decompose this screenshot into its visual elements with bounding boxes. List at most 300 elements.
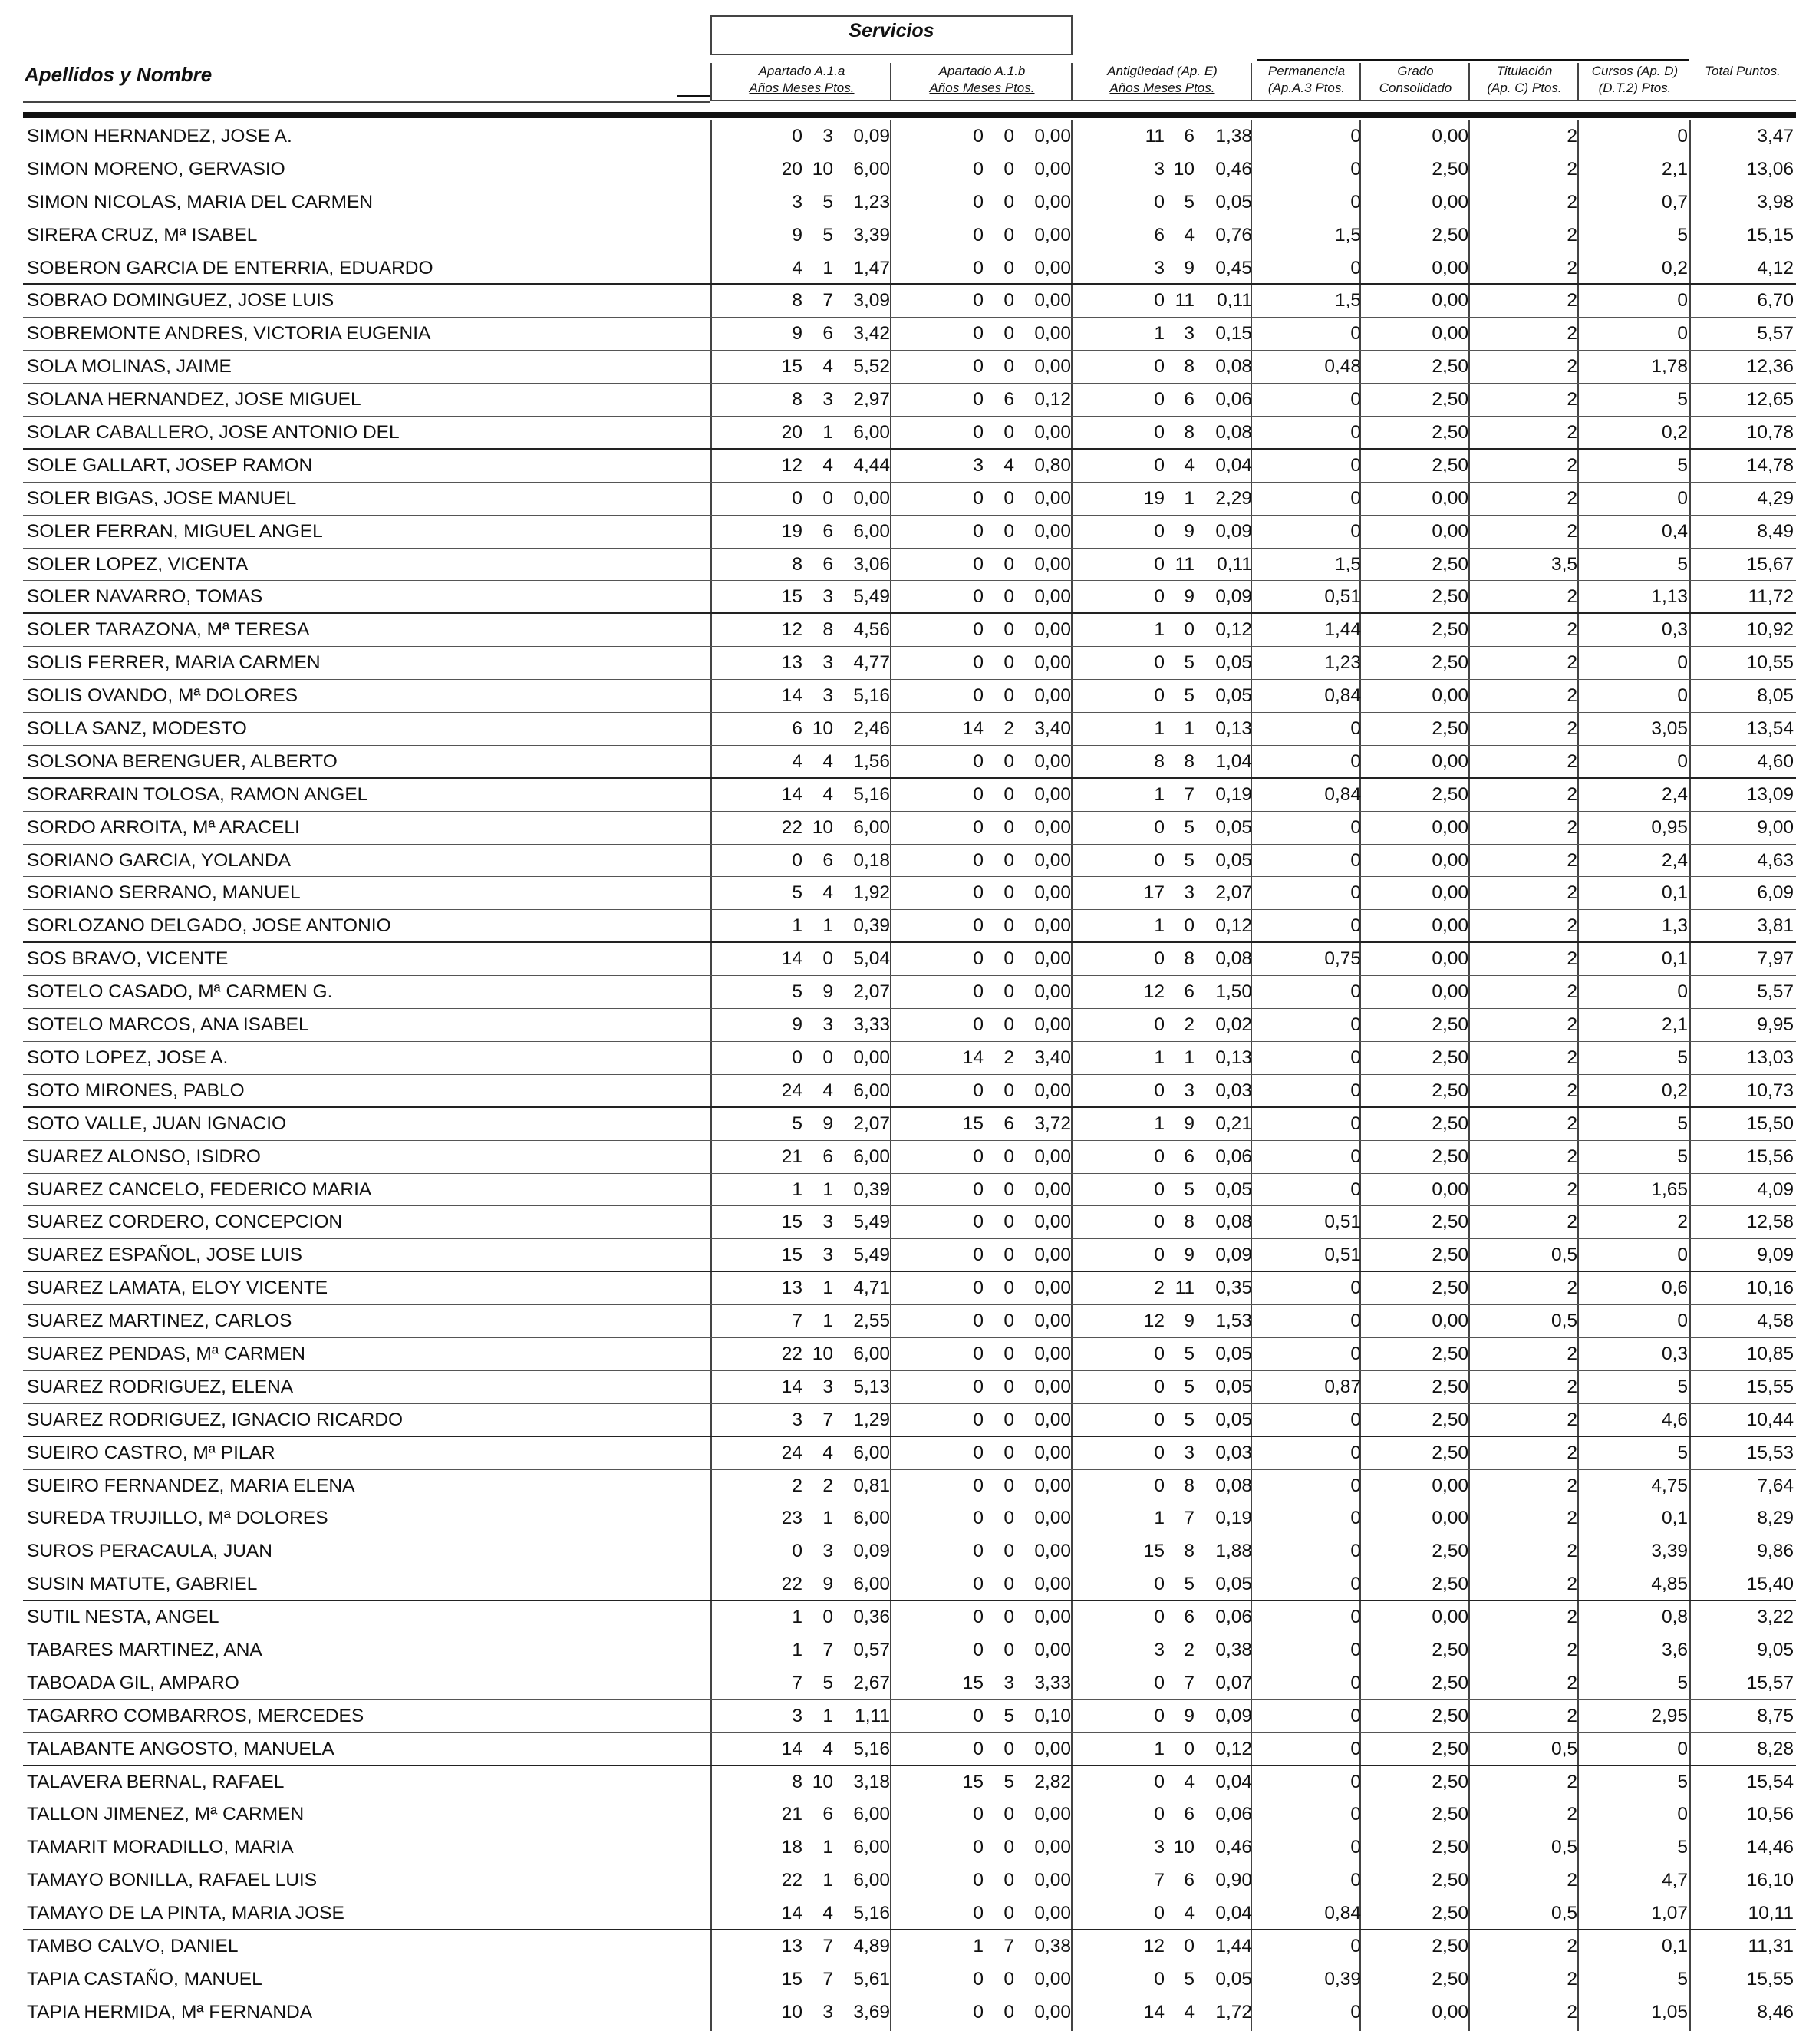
cell-total: 9,09 bbox=[1757, 1245, 1794, 1266]
cell-total: 10,56 bbox=[1746, 1804, 1794, 1825]
cell-apellidos-nombre: SUAREZ CORDERO, CONCEPCION bbox=[27, 1212, 343, 1233]
col-header-titulacion-line1: Titulación bbox=[1496, 64, 1553, 78]
cell-a1b-ptos: 0,00 bbox=[1034, 586, 1071, 608]
cell-antig-anos: 0 bbox=[1154, 685, 1165, 707]
cell-cursos: 5 bbox=[1677, 224, 1688, 246]
table-row bbox=[23, 1305, 1796, 1338]
cell-a1a-anos: 12 bbox=[781, 619, 802, 641]
cell-titulacion: 2 bbox=[1567, 948, 1577, 970]
cell-total: 9,86 bbox=[1757, 1541, 1794, 1562]
cell-a1b-ptos: 0,00 bbox=[1034, 1278, 1071, 1299]
cell-antig-ptos: 0,09 bbox=[1215, 1245, 1252, 1266]
cell-a1b-meses: 0 bbox=[1003, 1541, 1014, 1562]
cell-titulacion: 0,5 bbox=[1550, 1738, 1577, 1759]
cell-titulacion: 2 bbox=[1567, 1935, 1577, 1957]
table-row bbox=[23, 516, 1796, 549]
cell-a1a-anos: 15 bbox=[781, 1245, 802, 1266]
cell-antig-meses: 9 bbox=[1184, 1113, 1195, 1134]
cell-a1b-anos: 0 bbox=[973, 1080, 984, 1101]
cell-antig-ptos: 0,13 bbox=[1215, 718, 1252, 740]
cell-grado: 0,00 bbox=[1432, 1475, 1468, 1496]
cell-cursos: 1,07 bbox=[1651, 1903, 1688, 1924]
cell-a1a-ptos: 6,00 bbox=[853, 1080, 890, 1101]
cell-antig-anos: 11 bbox=[1145, 126, 1165, 147]
cell-antig-ptos: 0,15 bbox=[1215, 323, 1252, 345]
cell-antig-ptos: 1,50 bbox=[1215, 981, 1252, 1003]
cell-a1b-anos: 0 bbox=[973, 1508, 984, 1529]
table-row bbox=[23, 943, 1796, 976]
cell-a1b-ptos: 0,00 bbox=[1034, 126, 1071, 147]
cell-a1a-ptos: 2,55 bbox=[853, 1310, 890, 1332]
cell-antig-ptos: 0,46 bbox=[1215, 158, 1252, 180]
cell-permanencia: 0 bbox=[1350, 1310, 1361, 1332]
cell-a1a-anos: 19 bbox=[781, 520, 802, 542]
cell-titulacion: 0,5 bbox=[1550, 1837, 1577, 1858]
cell-a1b-anos: 0 bbox=[973, 652, 984, 674]
cell-total: 8,28 bbox=[1757, 1738, 1794, 1759]
cell-total: 11,72 bbox=[1748, 586, 1794, 608]
cell-total: 4,29 bbox=[1757, 487, 1794, 509]
cell-permanencia: 0 bbox=[1350, 1278, 1361, 1299]
cell-a1a-meses: 10 bbox=[812, 158, 833, 180]
table-row bbox=[23, 1470, 1796, 1503]
cell-antig-ptos: 0,04 bbox=[1215, 1903, 1252, 1924]
col-header-total-line1: Total Puntos. bbox=[1705, 64, 1781, 78]
cell-apellidos-nombre: TAMARIT MORADILLO, MARIA bbox=[27, 1837, 294, 1858]
cell-apellidos-nombre: SOLER TARAZONA, Mª TERESA bbox=[27, 619, 310, 641]
cell-grado: 2,50 bbox=[1432, 1343, 1468, 1364]
cell-apellidos-nombre: TAPIA HERMIDA, Mª FERNANDA bbox=[27, 2001, 313, 2023]
cell-titulacion: 2 bbox=[1567, 1278, 1577, 1299]
col-header-a1a-line2: Años Meses Ptos. bbox=[749, 81, 855, 95]
cell-a1b-meses: 0 bbox=[1003, 882, 1014, 904]
table-row bbox=[23, 318, 1796, 351]
col-header-antiguedad bbox=[1071, 63, 1252, 101]
cell-a1b-ptos: 0,00 bbox=[1034, 1014, 1071, 1036]
cell-antig-meses: 1 bbox=[1184, 718, 1195, 740]
cell-a1a-anos: 14 bbox=[781, 783, 802, 805]
table-row bbox=[23, 1174, 1796, 1207]
cell-cursos: 0 bbox=[1677, 1310, 1688, 1332]
cell-permanencia: 0 bbox=[1350, 1179, 1361, 1200]
cell-grado: 0,00 bbox=[1432, 323, 1468, 345]
cell-a1a-ptos: 1,47 bbox=[853, 257, 890, 279]
cell-a1a-anos: 24 bbox=[781, 1080, 802, 1101]
cell-a1b-anos: 14 bbox=[962, 1047, 984, 1068]
table-row bbox=[23, 450, 1796, 483]
cell-a1a-anos: 15 bbox=[781, 1212, 802, 1233]
cell-cursos: 1,05 bbox=[1651, 2001, 1688, 2023]
cell-a1b-ptos: 0,00 bbox=[1034, 981, 1071, 1003]
cell-apellidos-nombre: SORIANO SERRANO, MANUEL bbox=[27, 882, 301, 904]
cell-a1b-meses: 5 bbox=[1003, 1771, 1014, 1792]
cell-antig-anos: 19 bbox=[1143, 487, 1165, 509]
cell-a1b-anos: 0 bbox=[973, 783, 984, 805]
cell-a1b-anos: 3 bbox=[973, 454, 984, 476]
col-header-a1b bbox=[890, 63, 1073, 101]
cell-a1b-meses: 0 bbox=[1003, 1475, 1014, 1496]
cell-a1b-ptos: 0,00 bbox=[1034, 520, 1071, 542]
cell-a1b-meses: 0 bbox=[1003, 1837, 1014, 1858]
cell-a1a-anos: 20 bbox=[781, 158, 802, 180]
cell-a1b-ptos: 0,00 bbox=[1034, 1146, 1071, 1167]
cell-cursos: 0,6 bbox=[1661, 1278, 1688, 1299]
cell-total: 10,78 bbox=[1746, 422, 1794, 443]
cell-antig-anos: 0 bbox=[1154, 1409, 1165, 1430]
cell-a1a-anos: 20 bbox=[781, 422, 802, 443]
cell-titulacion: 2 bbox=[1567, 1179, 1577, 1200]
cell-antig-anos: 1 bbox=[1154, 718, 1165, 740]
cell-a1b-ptos: 0,00 bbox=[1034, 619, 1071, 641]
cell-a1b-anos: 15 bbox=[962, 1672, 984, 1693]
cell-antig-anos: 12 bbox=[1143, 1935, 1165, 1957]
cell-permanencia: 0,75 bbox=[1324, 948, 1361, 970]
cell-total: 13,06 bbox=[1746, 158, 1794, 180]
cell-a1a-anos: 21 bbox=[781, 1146, 802, 1167]
cell-a1b-anos: 0 bbox=[973, 126, 984, 147]
cell-cursos: 5 bbox=[1677, 1146, 1688, 1167]
servicios-group-header: Servicios bbox=[710, 15, 1073, 55]
table-row bbox=[23, 812, 1796, 845]
cell-a1b-meses: 6 bbox=[1003, 389, 1014, 410]
cell-antig-ptos: 0,06 bbox=[1215, 1607, 1252, 1628]
cell-permanencia: 0,87 bbox=[1324, 1376, 1361, 1397]
cell-a1a-meses: 6 bbox=[822, 1804, 833, 1825]
cell-total: 15,50 bbox=[1746, 1113, 1794, 1134]
cell-a1b-anos: 0 bbox=[973, 487, 984, 509]
cell-total: 10,11 bbox=[1748, 1903, 1794, 1924]
cell-permanencia: 0,84 bbox=[1324, 783, 1361, 805]
cell-antig-ptos: 2,29 bbox=[1215, 487, 1252, 509]
cell-a1a-ptos: 6,00 bbox=[853, 816, 890, 838]
cell-antig-ptos: 0,76 bbox=[1215, 224, 1252, 246]
cell-a1a-ptos: 5,49 bbox=[853, 586, 890, 608]
cell-total: 6,09 bbox=[1757, 882, 1794, 904]
cell-total: 3,98 bbox=[1757, 191, 1794, 213]
table-row bbox=[23, 1963, 1796, 1996]
cell-apellidos-nombre: SUSIN MATUTE, GABRIEL bbox=[27, 1574, 258, 1595]
cell-a1b-meses: 0 bbox=[1003, 981, 1014, 1003]
cell-antig-ptos: 0,08 bbox=[1215, 422, 1252, 443]
cell-total: 8,46 bbox=[1757, 2001, 1794, 2023]
cell-a1b-meses: 0 bbox=[1003, 1310, 1014, 1332]
cell-a1b-anos: 0 bbox=[973, 1705, 984, 1726]
cell-grado: 0,00 bbox=[1432, 290, 1468, 312]
cell-antig-anos: 0 bbox=[1154, 948, 1165, 970]
cell-antig-ptos: 0,09 bbox=[1215, 586, 1252, 608]
cell-a1a-anos: 0 bbox=[792, 1541, 802, 1562]
cell-antig-anos: 0 bbox=[1154, 816, 1165, 838]
cell-a1a-anos: 3 bbox=[792, 1705, 802, 1726]
cell-grado: 2,50 bbox=[1432, 619, 1468, 641]
table-row bbox=[23, 1437, 1796, 1470]
cell-antig-meses: 5 bbox=[1184, 1179, 1195, 1200]
cell-antig-meses: 5 bbox=[1184, 1376, 1195, 1397]
cell-antig-anos: 1 bbox=[1154, 323, 1165, 345]
table-row bbox=[23, 384, 1796, 417]
cell-a1a-meses: 3 bbox=[822, 1541, 833, 1562]
cell-antig-meses: 5 bbox=[1184, 849, 1195, 871]
cell-antig-anos: 3 bbox=[1154, 257, 1165, 279]
cell-grado: 0,00 bbox=[1432, 257, 1468, 279]
cell-a1b-meses: 0 bbox=[1003, 553, 1014, 575]
cell-antig-anos: 0 bbox=[1154, 652, 1165, 674]
cell-total: 16,10 bbox=[1746, 1870, 1794, 1891]
cell-permanencia: 0 bbox=[1350, 1672, 1361, 1693]
cell-a1b-anos: 0 bbox=[973, 1475, 984, 1496]
cell-cursos: 0,3 bbox=[1661, 619, 1688, 641]
cell-antig-anos: 7 bbox=[1154, 1870, 1165, 1891]
cell-permanencia: 0 bbox=[1350, 1639, 1361, 1660]
cell-titulacion: 2 bbox=[1567, 1771, 1577, 1792]
cell-total: 14,78 bbox=[1746, 454, 1794, 476]
cell-a1a-meses: 3 bbox=[822, 1245, 833, 1266]
cell-a1b-meses: 0 bbox=[1003, 652, 1014, 674]
table-row bbox=[23, 1601, 1796, 1634]
cell-titulacion: 2 bbox=[1567, 323, 1577, 345]
cell-a1b-meses: 0 bbox=[1003, 1804, 1014, 1825]
cell-a1a-meses: 1 bbox=[822, 1837, 833, 1858]
cell-a1b-anos: 0 bbox=[973, 849, 984, 871]
cell-a1a-ptos: 3,18 bbox=[853, 1771, 890, 1792]
cell-total: 12,58 bbox=[1746, 1212, 1794, 1233]
cell-a1a-anos: 9 bbox=[792, 224, 802, 246]
cell-antig-ptos: 0,05 bbox=[1215, 652, 1252, 674]
cell-a1b-anos: 0 bbox=[973, 1804, 984, 1825]
cell-cursos: 5 bbox=[1677, 1837, 1688, 1858]
cell-cursos: 5 bbox=[1677, 553, 1688, 575]
cell-antig-anos: 0 bbox=[1154, 389, 1165, 410]
cell-a1b-anos: 0 bbox=[973, 422, 984, 443]
cell-antig-ptos: 1,72 bbox=[1215, 2001, 1252, 2023]
cell-a1a-meses: 7 bbox=[822, 1935, 833, 1957]
cell-cursos: 2 bbox=[1677, 1212, 1688, 1233]
cell-permanencia: 0 bbox=[1350, 1508, 1361, 1529]
cell-a1a-meses: 3 bbox=[822, 1376, 833, 1397]
col-header-grado bbox=[1359, 63, 1470, 101]
cell-a1b-ptos: 0,00 bbox=[1034, 1376, 1071, 1397]
cell-antig-ptos: 0,03 bbox=[1215, 1080, 1252, 1101]
cell-apellidos-nombre: SOLER FERRAN, MIGUEL ANGEL bbox=[27, 520, 323, 542]
cell-cursos: 0,8 bbox=[1661, 1607, 1688, 1628]
cell-permanencia: 1,5 bbox=[1334, 290, 1361, 312]
cell-a1a-ptos: 1,29 bbox=[853, 1409, 890, 1430]
cell-grado: 2,50 bbox=[1432, 1409, 1468, 1430]
cell-antig-anos: 12 bbox=[1143, 981, 1165, 1003]
cell-total: 15,55 bbox=[1746, 1376, 1794, 1397]
cell-a1b-ptos: 0,80 bbox=[1034, 454, 1071, 476]
cell-a1a-ptos: 6,00 bbox=[853, 1574, 890, 1595]
cell-a1b-meses: 0 bbox=[1003, 849, 1014, 871]
cell-apellidos-nombre: SOTELO MARCOS, ANA ISABEL bbox=[27, 1014, 309, 1036]
cell-grado: 2,50 bbox=[1432, 1935, 1468, 1957]
cell-a1a-ptos: 6,00 bbox=[853, 1146, 890, 1167]
cell-apellidos-nombre: SUAREZ ALONSO, ISIDRO bbox=[27, 1146, 261, 1167]
cell-grado: 2,50 bbox=[1432, 1442, 1468, 1463]
cell-apellidos-nombre: SUAREZ MARTINEZ, CARLOS bbox=[27, 1310, 292, 1332]
cell-cursos: 5 bbox=[1677, 1113, 1688, 1134]
cell-a1a-ptos: 5,16 bbox=[853, 783, 890, 805]
cell-a1b-meses: 0 bbox=[1003, 257, 1014, 279]
cell-apellidos-nombre: SOLA MOLINAS, JAIME bbox=[27, 356, 232, 377]
cell-a1b-meses: 0 bbox=[1003, 487, 1014, 509]
col-header-total bbox=[1689, 63, 1796, 101]
cell-apellidos-nombre: TAMAYO DE LA PINTA, MARIA JOSE bbox=[27, 1903, 344, 1924]
cell-antig-ptos: 0,08 bbox=[1215, 1475, 1252, 1496]
cell-antig-meses: 1 bbox=[1184, 1047, 1195, 1068]
cell-antig-meses: 6 bbox=[1184, 1607, 1195, 1628]
cell-apellidos-nombre: SOLIS FERRER, MARIA CARMEN bbox=[27, 652, 321, 674]
cell-a1b-ptos: 0,00 bbox=[1034, 158, 1071, 180]
cell-a1a-meses: 8 bbox=[822, 619, 833, 641]
cell-a1a-anos: 14 bbox=[781, 1738, 802, 1759]
cell-antig-ptos: 0,38 bbox=[1215, 1639, 1252, 1660]
cell-antig-meses: 9 bbox=[1184, 586, 1195, 608]
cell-a1b-meses: 0 bbox=[1003, 948, 1014, 970]
cell-grado: 2,50 bbox=[1432, 1574, 1468, 1595]
cell-antig-meses: 8 bbox=[1184, 356, 1195, 377]
cell-titulacion: 2 bbox=[1567, 454, 1577, 476]
cell-a1a-meses: 3 bbox=[822, 389, 833, 410]
cell-a1b-anos: 0 bbox=[973, 915, 984, 937]
cell-antig-anos: 0 bbox=[1154, 1442, 1165, 1463]
table-row bbox=[23, 1371, 1796, 1404]
cell-antig-anos: 0 bbox=[1154, 422, 1165, 443]
col-header-cursos-line2: (D.T.2) Ptos. bbox=[1598, 81, 1672, 95]
cell-titulacion: 2 bbox=[1567, 1014, 1577, 1036]
cell-a1a-meses: 4 bbox=[822, 1080, 833, 1101]
cell-a1a-anos: 14 bbox=[781, 948, 802, 970]
cell-antig-meses: 6 bbox=[1184, 126, 1195, 147]
cell-titulacion: 2 bbox=[1567, 422, 1577, 443]
cell-titulacion: 2 bbox=[1567, 1705, 1577, 1726]
cell-antig-ptos: 0,05 bbox=[1215, 1343, 1252, 1364]
table-row bbox=[23, 1930, 1796, 1963]
cell-titulacion: 2 bbox=[1567, 1376, 1577, 1397]
cell-permanencia: 0 bbox=[1350, 1804, 1361, 1825]
cell-antig-meses: 8 bbox=[1184, 948, 1195, 970]
cell-a1a-meses: 4 bbox=[822, 1442, 833, 1463]
cell-a1a-anos: 8 bbox=[792, 553, 802, 575]
cell-a1a-meses: 5 bbox=[822, 191, 833, 213]
cell-antig-anos: 0 bbox=[1154, 1376, 1165, 1397]
cell-a1b-ptos: 0,00 bbox=[1034, 1837, 1071, 1858]
cell-a1a-meses: 7 bbox=[822, 1639, 833, 1660]
cell-titulacion: 2 bbox=[1567, 1804, 1577, 1825]
col-header-grado-line2: Consolidado bbox=[1379, 81, 1452, 95]
col-header-cursos-line1: Cursos (Ap. D) bbox=[1591, 64, 1679, 78]
cell-a1b-anos: 0 bbox=[973, 1870, 984, 1891]
cell-antig-meses: 0 bbox=[1184, 1738, 1195, 1759]
cell-a1a-ptos: 6,00 bbox=[853, 1508, 890, 1529]
cell-a1a-ptos: 4,89 bbox=[853, 1935, 890, 1957]
cell-antig-anos: 0 bbox=[1154, 191, 1165, 213]
cell-antig-meses: 4 bbox=[1184, 454, 1195, 476]
cell-cursos: 4,7 bbox=[1661, 1870, 1688, 1891]
cell-antig-meses: 4 bbox=[1184, 1903, 1195, 1924]
cell-grado: 2,50 bbox=[1432, 586, 1468, 608]
table-row bbox=[23, 1108, 1796, 1141]
cell-titulacion: 2 bbox=[1567, 1475, 1577, 1496]
table-row bbox=[23, 1831, 1796, 1864]
cell-cursos: 0,3 bbox=[1661, 1343, 1688, 1364]
cell-a1a-meses: 1 bbox=[822, 1870, 833, 1891]
cell-antig-meses: 5 bbox=[1184, 191, 1195, 213]
cell-antig-meses: 9 bbox=[1184, 1245, 1195, 1266]
cell-total: 4,09 bbox=[1757, 1179, 1794, 1200]
cell-a1b-meses: 0 bbox=[1003, 1409, 1014, 1430]
cell-cursos: 2,1 bbox=[1661, 158, 1688, 180]
cell-titulacion: 2 bbox=[1567, 126, 1577, 147]
cell-a1b-ptos: 0,00 bbox=[1034, 750, 1071, 772]
cell-a1b-meses: 0 bbox=[1003, 1278, 1014, 1299]
cell-a1b-ptos: 0,00 bbox=[1034, 422, 1071, 443]
cell-a1a-anos: 22 bbox=[781, 1870, 802, 1891]
cell-cursos: 0,2 bbox=[1661, 257, 1688, 279]
cell-a1b-ptos: 0,00 bbox=[1034, 1409, 1071, 1430]
cell-a1a-anos: 0 bbox=[792, 849, 802, 871]
cell-a1a-meses: 0 bbox=[822, 948, 833, 970]
cell-cursos: 2,95 bbox=[1651, 1705, 1688, 1726]
cell-a1a-ptos: 5,52 bbox=[853, 356, 890, 377]
cell-a1a-anos: 8 bbox=[792, 290, 802, 312]
cell-titulacion: 2 bbox=[1567, 224, 1577, 246]
table-row bbox=[23, 1239, 1796, 1272]
cell-permanencia: 0 bbox=[1350, 1541, 1361, 1562]
cell-a1a-meses: 1 bbox=[822, 257, 833, 279]
cell-antig-ptos: 0,46 bbox=[1215, 1837, 1252, 1858]
cell-antig-anos: 0 bbox=[1154, 1804, 1165, 1825]
cell-antig-meses: 3 bbox=[1184, 1080, 1195, 1101]
cell-a1a-ptos: 0,00 bbox=[853, 487, 890, 509]
cell-permanencia: 1,23 bbox=[1324, 652, 1361, 674]
cell-permanencia: 0 bbox=[1350, 1113, 1361, 1134]
cell-antig-ptos: 0,09 bbox=[1215, 520, 1252, 542]
cell-grado: 2,50 bbox=[1432, 1968, 1468, 1990]
cell-a1a-meses: 1 bbox=[822, 1278, 833, 1299]
cell-grado: 0,00 bbox=[1432, 816, 1468, 838]
cell-a1a-anos: 15 bbox=[781, 586, 802, 608]
cell-apellidos-nombre: SOTO LOPEZ, JOSE A. bbox=[27, 1047, 229, 1068]
cell-grado: 0,00 bbox=[1432, 2001, 1468, 2023]
cell-antig-ptos: 0,06 bbox=[1215, 1804, 1252, 1825]
cell-a1b-meses: 0 bbox=[1003, 191, 1014, 213]
cell-titulacion: 2 bbox=[1567, 389, 1577, 410]
cell-a1a-ptos: 0,09 bbox=[853, 1541, 890, 1562]
table-row bbox=[23, 1009, 1796, 1042]
cell-apellidos-nombre: SIRERA CRUZ, Mª ISABEL bbox=[27, 224, 258, 246]
cell-antig-ptos: 0,05 bbox=[1215, 849, 1252, 871]
cell-antig-meses: 7 bbox=[1184, 1508, 1195, 1529]
table-row bbox=[23, 910, 1796, 943]
cell-antig-anos: 15 bbox=[1143, 1541, 1165, 1562]
cell-antig-anos: 0 bbox=[1154, 520, 1165, 542]
cell-total: 8,75 bbox=[1757, 1705, 1794, 1726]
cell-grado: 2,50 bbox=[1432, 454, 1468, 476]
cell-antig-anos: 0 bbox=[1154, 1212, 1165, 1233]
cell-antig-meses: 7 bbox=[1184, 783, 1195, 805]
cell-total: 9,95 bbox=[1757, 1014, 1794, 1036]
cell-antig-anos: 0 bbox=[1154, 1014, 1165, 1036]
cell-a1b-ptos: 0,00 bbox=[1034, 191, 1071, 213]
cell-permanencia: 0 bbox=[1350, 1935, 1361, 1957]
cell-a1b-ptos: 0,00 bbox=[1034, 1541, 1071, 1562]
cell-a1a-ptos: 3,42 bbox=[853, 323, 890, 345]
cell-total: 5,57 bbox=[1757, 323, 1794, 345]
cell-apellidos-nombre: SOLER NAVARRO, TOMAS bbox=[27, 586, 263, 608]
cell-titulacion: 2 bbox=[1567, 652, 1577, 674]
cell-antig-ptos: 0,12 bbox=[1215, 619, 1252, 641]
